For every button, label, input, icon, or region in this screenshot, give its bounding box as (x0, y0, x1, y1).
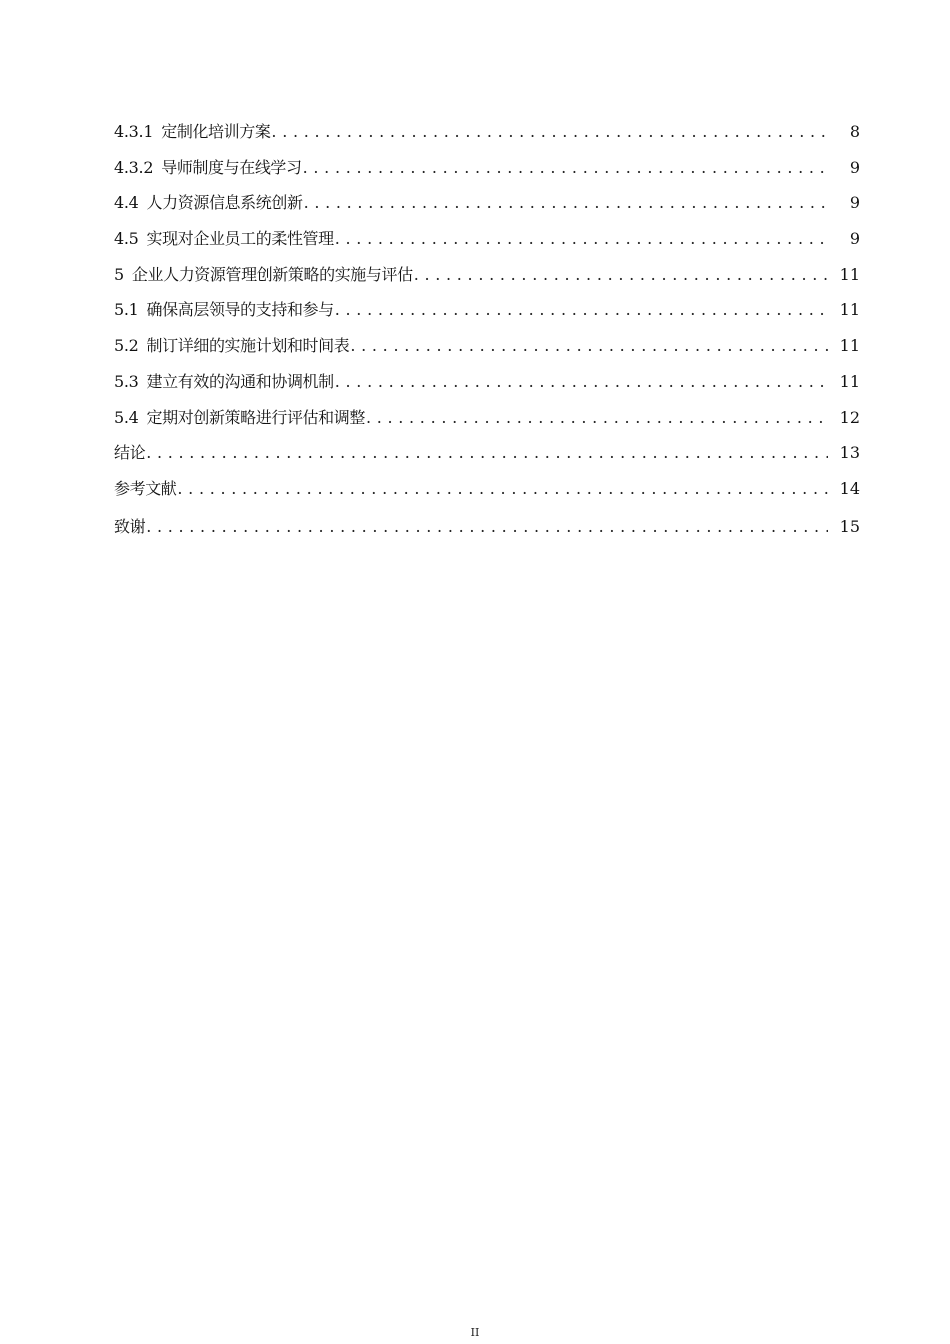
toc-dot-leader (271, 120, 828, 144)
toc-dot-leader (335, 370, 828, 394)
toc-entry-page: 11 (839, 371, 860, 391)
toc-entry-title: 定制化培训方案 (161, 122, 271, 141)
toc-entry-title: 结论 (114, 443, 146, 463)
toc-entry[interactable] (114, 263, 860, 299)
toc-entry-page: 9 (849, 229, 860, 249)
table-of-contents (114, 120, 860, 553)
toc-entry-title: 致谢 (114, 516, 146, 536)
toc-entry-number: 5.3 (114, 371, 139, 391)
toc-entry[interactable] (114, 370, 860, 406)
toc-entry-number: 5.4 (114, 407, 139, 427)
toc-entry-number: 5 (114, 264, 124, 284)
toc-entry[interactable] (114, 227, 860, 263)
toc-entry-title: 导师制度与在线学习 (161, 157, 302, 177)
toc-entry-number: 4.3.1 (114, 122, 154, 141)
toc-dot-leader (335, 298, 828, 322)
toc-dot-leader (304, 191, 828, 215)
toc-dot-leader (146, 441, 828, 465)
toc-entry[interactable] (114, 120, 860, 156)
toc-entry-title: 定期对创新策略进行评估和调整 (146, 407, 365, 427)
toc-entry[interactable] (114, 156, 860, 192)
toc-entry-page: 11 (839, 264, 860, 284)
toc-entry-page: 9 (849, 193, 860, 213)
toc-entry[interactable] (114, 406, 860, 442)
toc-dot-leader (350, 334, 828, 358)
toc-entry-page: 9 (849, 157, 860, 177)
toc-entry[interactable] (114, 441, 860, 477)
toc-entry[interactable] (114, 334, 860, 370)
toc-dot-leader (146, 515, 828, 539)
toc-entry-title: 实现对企业员工的柔性管理 (146, 229, 334, 249)
toc-entry-page: 12 (839, 407, 860, 427)
toc-dot-leader (335, 227, 828, 251)
toc-entry-title: 建立有效的沟通和协调机制 (146, 371, 334, 391)
toc-entry-page: 14 (839, 478, 860, 498)
toc-entry-page: 11 (839, 300, 860, 320)
toc-entry-page: 8 (849, 122, 860, 141)
toc-entry-number: 4.3.2 (114, 157, 154, 177)
toc-entry-title: 参考文献 (114, 478, 177, 498)
toc-dot-leader (414, 263, 828, 287)
toc-entry-title: 人力资源信息系统创新 (146, 193, 303, 213)
toc-entry[interactable] (114, 515, 860, 553)
toc-entry-title: 企业人力资源管理创新策略的实施与评估 (131, 264, 413, 284)
toc-entry-page: 13 (839, 443, 860, 463)
toc-entry-title: 确保高层领导的支持和参与 (146, 300, 334, 320)
toc-entry[interactable] (114, 477, 860, 513)
toc-entry[interactable] (114, 191, 860, 227)
toc-entry-title: 制订详细的实施计划和时间表 (146, 336, 350, 356)
toc-entry-number: 4.4 (114, 193, 139, 213)
toc-entry-page: 11 (839, 336, 860, 356)
toc-entry[interactable] (114, 298, 860, 334)
toc-entry-number: 5.2 (114, 336, 139, 356)
toc-entry-page: 15 (839, 516, 860, 536)
toc-dot-leader (177, 477, 828, 501)
toc-dot-leader (366, 406, 828, 430)
toc-entry-number: 5.1 (114, 300, 139, 320)
page-number: II (470, 1326, 480, 1339)
toc-entry-number: 4.5 (114, 229, 139, 249)
toc-dot-leader (303, 156, 828, 180)
